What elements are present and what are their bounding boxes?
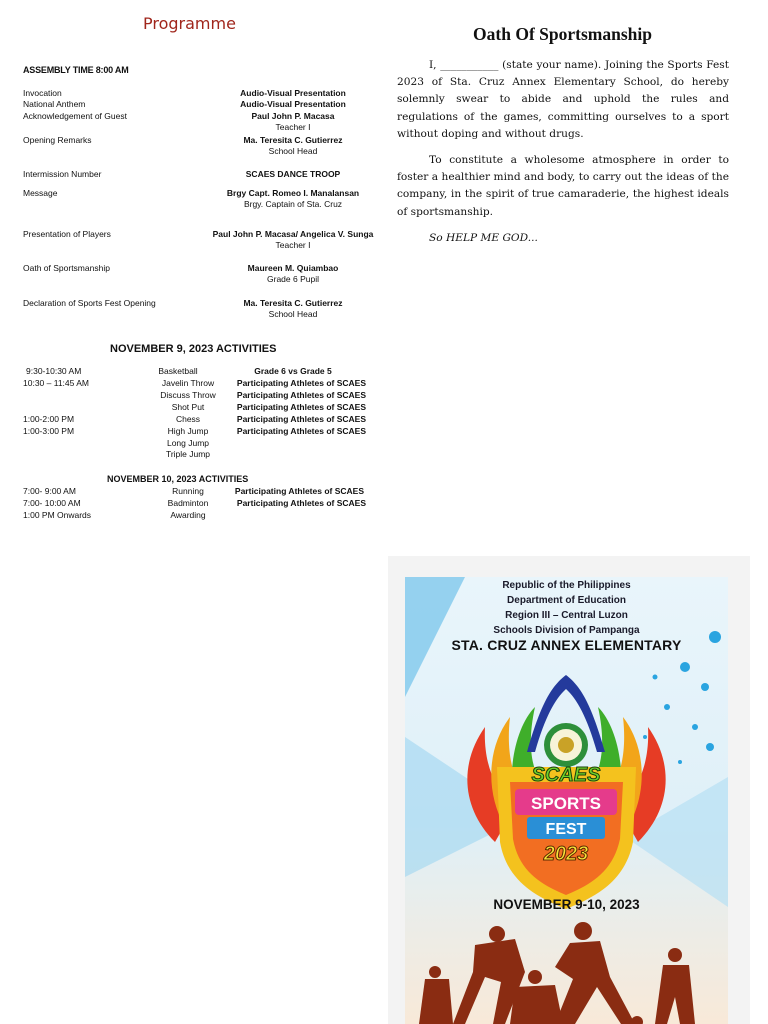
day2-heading: NOVEMBER 10, 2023 ACTIVITIES xyxy=(107,474,249,484)
day1-heading: NOVEMBER 9, 2023 ACTIVITIES xyxy=(110,343,277,355)
activity-event: Chess xyxy=(175,414,201,424)
activity-event: Badminton xyxy=(167,498,209,508)
programme-item xyxy=(23,135,413,156)
activity-participants: Participating Athletes of SCAES xyxy=(234,486,364,496)
activity-event: High Jump xyxy=(167,426,209,436)
programme-item-label: Oath of Sportsmanship xyxy=(23,263,110,273)
sports-fest-cover xyxy=(405,577,728,1024)
activity-row xyxy=(23,449,383,461)
programme-item-label: Acknowledgement of Guest xyxy=(23,111,127,121)
programme-item-label: Message xyxy=(23,188,58,198)
activity-participants: Grade 6 vs Grade 5 xyxy=(254,366,332,376)
programme-item-label: Invocation xyxy=(23,88,62,98)
activity-event: Basketball xyxy=(158,366,198,376)
programme-item-person: Audio-Visual Presentation xyxy=(240,88,346,98)
programme-item-role: School Head xyxy=(268,146,318,156)
programme-item-person: Audio-Visual Presentation xyxy=(240,99,346,109)
programme-item-label: Presentation of Players xyxy=(23,229,111,239)
logo-word-fest: FEST xyxy=(545,821,587,838)
oath-closing: So HELP ME GOD... xyxy=(429,232,538,244)
logo-word-sports: SPORTS xyxy=(531,794,601,813)
activity-row xyxy=(23,366,383,378)
activity-row xyxy=(23,498,383,510)
programme-item xyxy=(23,263,413,284)
programme-item-person: Brgy Capt. Romeo I. Manalansan xyxy=(226,188,360,198)
programme-item-person: SCAES DANCE TROOP xyxy=(245,169,341,179)
programme-item-label: Opening Remarks xyxy=(23,135,92,145)
oath-paragraph: I, ___________ (state your name). Joining the Sports Fest 2023 of Sta. Cruz Annex Elementary School, do hereby solemnly swear to abide and uphold the rules and regulations of the games, committing ourselves to a sport without doping and without drugs. xyxy=(397,59,729,140)
programme-item xyxy=(23,111,413,132)
cover-header-line: Region III – Central Luzon xyxy=(505,610,628,621)
activity-participants: Participating Athletes of SCAES xyxy=(236,498,366,508)
activity-event: Shot Put xyxy=(171,402,205,412)
programme-item-person: Paul John P. Macasa/ Angelica V. Sunga xyxy=(212,229,374,239)
logo-word-scaes: SCAES xyxy=(531,764,601,786)
programme-item xyxy=(23,188,413,209)
activity-time: 7:00- 9:00 AM xyxy=(23,486,76,496)
activity-row xyxy=(23,510,383,522)
activity-participants: Participating Athletes of SCAES xyxy=(236,414,366,424)
athlete-silhouettes xyxy=(419,922,695,1024)
activity-participants: Participating Athletes of SCAES xyxy=(236,390,366,400)
cover-event-date: NOVEMBER 9-10, 2023 xyxy=(493,897,640,912)
programme-item-person: Paul John P. Macasa xyxy=(251,111,335,121)
activity-row xyxy=(23,402,383,414)
activity-participants: Participating Athletes of SCAES xyxy=(236,402,366,412)
programme-item-role: Teacher I xyxy=(275,240,311,250)
programme-item-person: Ma. Teresita C. Gutierrez xyxy=(243,135,343,145)
activity-row xyxy=(23,414,383,426)
programme-item-label: National Anthem xyxy=(23,99,86,109)
cover-school-name: STA. CRUZ ANNEX ELEMENTARY xyxy=(451,637,682,653)
assembly-time: ASSEMBLY TIME 8:00 AM xyxy=(23,65,129,75)
programme-item xyxy=(23,298,413,319)
activity-event: Triple Jump xyxy=(165,449,211,459)
activity-event: Javelin Throw xyxy=(161,378,215,388)
cover-header-line: Schools Division of Pampanga xyxy=(493,625,640,636)
programme-item-label: Intermission Number xyxy=(23,169,102,179)
activity-event: Awarding xyxy=(170,510,206,520)
activity-participants: Participating Athletes of SCAES xyxy=(236,378,366,388)
programme-item-person: Ma. Teresita C. Gutierrez xyxy=(243,298,343,308)
logo-year: 2023 xyxy=(543,843,589,865)
programme-item-role: School Head xyxy=(268,309,318,319)
activity-time: 1:00-3:00 PM xyxy=(23,426,75,436)
cover-header-line: Department of Education xyxy=(507,595,626,606)
programme-item-role: Brgy. Captain of Sta. Cruz xyxy=(243,199,343,209)
programme-item xyxy=(23,99,413,111)
activity-participants: Participating Athletes of SCAES xyxy=(236,426,366,436)
activity-event: Long Jump xyxy=(166,438,210,448)
activity-time: 10:30 – 11:45 AM xyxy=(23,378,90,388)
activity-row xyxy=(23,390,383,402)
programme-item xyxy=(23,169,413,181)
oath-title: Oath Of Sportsmanship xyxy=(473,24,652,44)
activity-row xyxy=(23,378,383,390)
programme-item-label: Declaration of Sports Fest Opening xyxy=(23,298,156,308)
oath-paragraph: To constitute a wholesome atmosphere in order to foster a healthier mind and body, to carry out the ideas of the company, in the spirit of true camaraderie, the highest ideals of sportsmanship. xyxy=(397,154,729,218)
activity-time: 9:30-10:30 AM xyxy=(26,366,82,376)
activity-time: 1:00 PM Onwards xyxy=(23,510,92,520)
activity-event: Running xyxy=(172,486,204,496)
programme-item-person: Maureen M. Quiambao xyxy=(247,263,339,273)
programme-item xyxy=(23,229,413,250)
programme-title: Programme xyxy=(143,14,236,33)
activity-event: Discuss Throw xyxy=(160,390,216,400)
activity-time: 7:00- 10:00 AM xyxy=(23,498,81,508)
programme-item-role: Teacher I xyxy=(275,122,311,132)
activity-row xyxy=(23,486,383,498)
activity-row xyxy=(23,426,383,438)
activity-time: 1:00-2:00 PM xyxy=(23,414,75,424)
cover-header-line: Republic of the Philippines xyxy=(502,580,631,591)
programme-item-role: Grade 6 Pupil xyxy=(267,274,319,284)
